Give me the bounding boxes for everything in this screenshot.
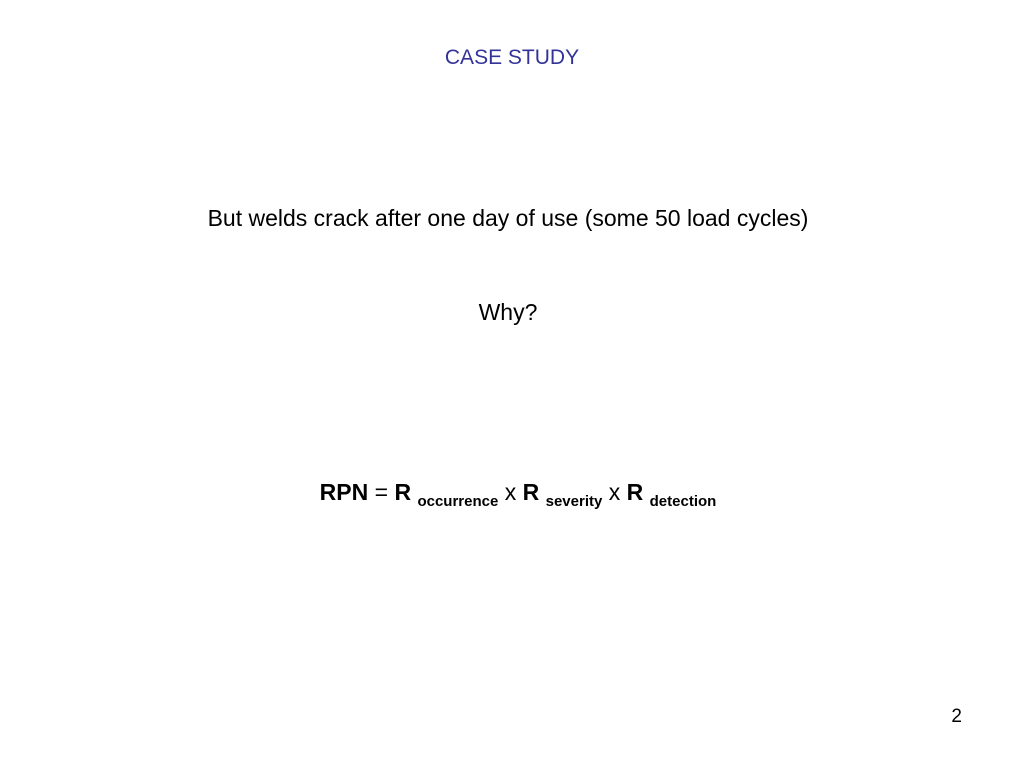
formula-sub-occurrence: occurrence [417, 493, 499, 510]
formula-sub-detection: detection [649, 493, 717, 510]
formula-r-detection: R [626, 479, 644, 505]
formula-sub-severity: severity [545, 493, 603, 510]
rpn-formula [0, 478, 1024, 510]
question-text: Why? [478, 299, 538, 325]
page-number: 2 [951, 706, 962, 727]
formula-rpn: RPN [319, 479, 369, 505]
formula-equals: = [368, 479, 395, 505]
formula-r-occurrence: R [394, 479, 412, 505]
formula-r-severity: R [522, 479, 540, 505]
statement-text: But welds crack after one day of use (some 50 load cycles) [207, 205, 809, 231]
slide-title: CASE STUDY [444, 46, 580, 69]
formula-times-1: x [498, 479, 523, 505]
formula-times-2: x [602, 479, 627, 505]
